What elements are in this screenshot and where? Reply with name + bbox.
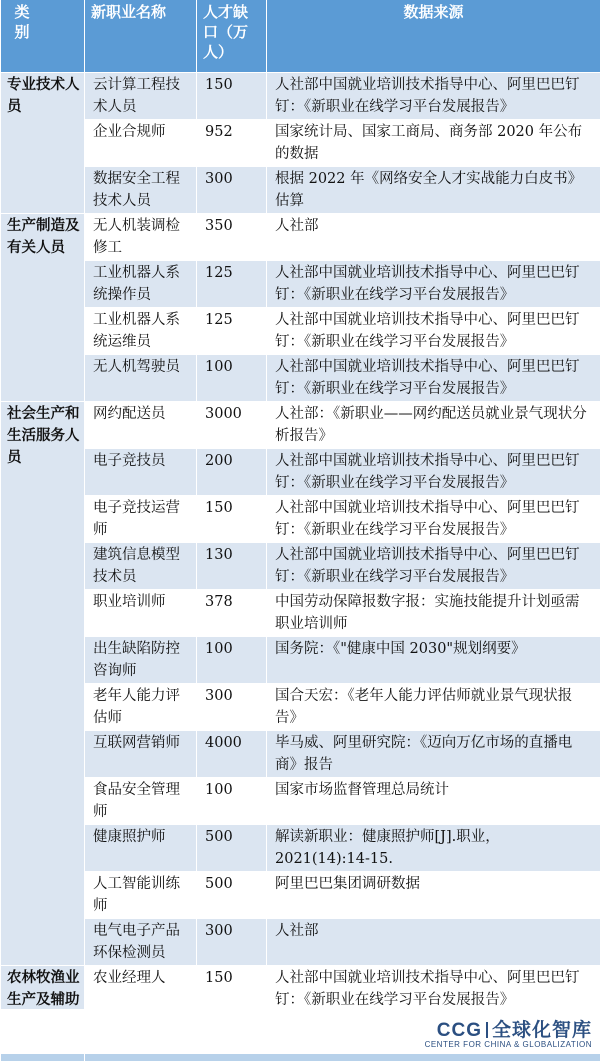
job-name-cell: 工业机器人系统运维员 (85, 308, 197, 355)
logo-divider (486, 1022, 488, 1038)
logo-sub: CENTER FOR CHINA & GLOBALIZATION (425, 1040, 592, 1049)
table-row (1, 919, 600, 966)
table-row (1, 731, 600, 778)
table-row (1, 872, 600, 919)
table-row (1, 543, 600, 590)
talent-gap-cell: 100 (197, 355, 267, 402)
job-name-cell: 工业机器人系统操作员 (85, 261, 197, 308)
job-name-cell: 健康照护师 (85, 825, 197, 872)
table-row (1, 73, 600, 120)
talent-gap-cell: 125 (197, 261, 267, 308)
table-row (1, 449, 600, 496)
table-row (1, 684, 600, 731)
talent-gap-cell: 500 (197, 872, 267, 919)
category-cell: 社会生产和生活服务人员 (1, 402, 85, 966)
data-source-cell: 人社部中国就业培训技术指导中心、阿里巴巴钉钉：《新职业在线学习平台发展报告》 (267, 261, 600, 308)
data-source-cell: 解读新职业：健康照护师[J].职业，2021(14):14-15. (267, 825, 600, 872)
data-source-cell: 毕马威、阿里研究院：《迈向万亿市场的直播电商》报告 (267, 731, 600, 778)
category-cell: 生产制造及有关人员 (1, 214, 85, 402)
data-source-cell: 人社部中国就业培训技术指导中心、阿里巴巴钉钉：《新职业在线学习平台发展报告》 (267, 308, 600, 355)
header-job-name: 新职业名称 (85, 0, 197, 73)
data-source-cell: 国合天宏：《老年人能力评估师就业景气现状报告》 (267, 684, 600, 731)
table-row (1, 825, 600, 872)
talent-gap-cell: 350 (197, 214, 267, 261)
table-row (1, 167, 600, 214)
job-name-cell: 网约配送员 (85, 402, 197, 449)
job-name-cell: 老年人能力评估师 (85, 684, 197, 731)
talent-gap-cell: 952 (197, 120, 267, 167)
footer (0, 1009, 600, 1054)
category-cell: 农林牧渔业生产及辅助 (1, 966, 85, 1035)
talent-gap-cell: 200 (197, 449, 267, 496)
data-source-cell: 人社部中国就业培训技术指导中心、阿里巴巴钉钉：《新职业在线学习平台发展报告》 (267, 355, 600, 402)
talent-gap-cell: 100 (197, 778, 267, 825)
job-name-cell: 电气电子产品环保检测员 (85, 919, 197, 966)
logo-main: CCG (437, 1020, 482, 1041)
talent-gap-cell: 100 (197, 637, 267, 684)
data-source-cell: 人社部：《新职业——网约配送员就业景气现状分析报告》 (267, 402, 600, 449)
data-source-cell: 人社部 (267, 214, 600, 261)
data-source-cell: 人社部中国就业培训技术指导中心、阿里巴巴钉钉：《新职业在线学习平台发展报告》 (267, 449, 600, 496)
job-name-cell: 农业经理人 (85, 966, 197, 1035)
logo-cn: 全球化智库 (492, 1020, 592, 1041)
job-name-cell: 人工智能训练师 (85, 872, 197, 919)
job-name-cell: 职业培训师 (85, 590, 197, 637)
data-source-cell: 人社部中国就业培训技术指导中心、阿里巴巴钉钉：《新职业在线学习平台发展报告》 (267, 966, 600, 1035)
talent-gap-cell: 150 (197, 966, 267, 1035)
data-source-cell: 中国劳动保障报数字报：实施技能提升计划亟需职业培训师 (267, 590, 600, 637)
job-name-cell: 无人机装调检修工 (85, 214, 197, 261)
header-category: 类 别 (1, 0, 85, 73)
data-source-cell: 人社部中国就业培训技术指导中心、阿里巴巴钉钉：《新职业在线学习平台发展报告》 (267, 73, 600, 120)
table-body (1, 73, 600, 1062)
category-cell: 专业技术人员 (1, 73, 85, 214)
talent-gap-cell: 300 (197, 684, 267, 731)
data-source-cell: 人社部 (267, 919, 600, 966)
talent-gap-cell: 4000 (197, 731, 267, 778)
talent-gap-cell: 378 (197, 590, 267, 637)
data-source-cell: 阿里巴巴集团调研数据 (267, 872, 600, 919)
talent-gap-cell: 130 (197, 543, 267, 590)
table-header-row (1, 0, 600, 73)
header-data-source: 数据来源 (267, 0, 600, 73)
talent-gap-cell: 500 (197, 825, 267, 872)
job-name-cell: 电子竞技员 (85, 449, 197, 496)
data-source-cell: 国务院：《"健康中国 2030"规划纲要》 (267, 637, 600, 684)
table-row (1, 355, 600, 402)
job-name-cell: 无人机驾驶员 (85, 355, 197, 402)
table-row (1, 120, 600, 167)
table-row (1, 308, 600, 355)
talent-gap-cell: 150 (197, 73, 267, 120)
table-row (1, 496, 600, 543)
talent-gap-cell: 150 (197, 496, 267, 543)
header-talent-gap: 人才缺口（万人） (197, 0, 267, 73)
data-source-cell: 国家市场监督管理总局统计 (267, 778, 600, 825)
table-row (1, 590, 600, 637)
talent-gap-cell: 300 (197, 919, 267, 966)
job-name-cell: 电子竞技运营师 (85, 496, 197, 543)
job-name-cell: 食品安全管理师 (85, 778, 197, 825)
talent-gap-cell: 3000 (197, 402, 267, 449)
job-name-cell: 出生缺陷防控咨询师 (85, 637, 197, 684)
talent-gap-cell: 125 (197, 308, 267, 355)
table-row (1, 778, 600, 825)
table-row (1, 261, 600, 308)
talent-gap-cell: 300 (197, 167, 267, 214)
job-name-cell: 企业合规师 (85, 120, 197, 167)
data-source-cell: 人社部中国就业培训技术指导中心、阿里巴巴钉钉：《新职业在线学习平台发展报告》 (267, 496, 600, 543)
ccg-logo (425, 1015, 592, 1049)
job-name-cell: 云计算工程技术人员 (85, 73, 197, 120)
table-row (1, 214, 600, 261)
data-source-cell: 国家统计局、国家工商局、商务部 2020 年公布的数据 (267, 120, 600, 167)
table-row (1, 637, 600, 684)
job-name-cell: 数据安全工程技术人员 (85, 167, 197, 214)
data-source-cell: 人社部中国就业培训技术指导中心、阿里巴巴钉钉：《新职业在线学习平台发展报告》 (267, 543, 600, 590)
job-name-cell: 建筑信息模型技术员 (85, 543, 197, 590)
job-name-cell: 互联网营销师 (85, 731, 197, 778)
data-source-cell: 根据 2022 年《网络安全人才实战能力白皮书》估算 (267, 167, 600, 214)
table-row (1, 402, 600, 449)
